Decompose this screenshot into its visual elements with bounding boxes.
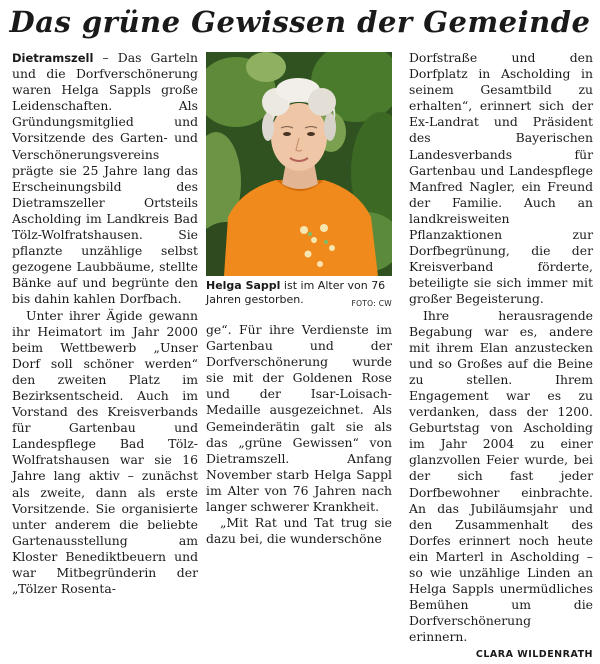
dateline: Dietramszell [12, 51, 94, 65]
author-byline: CLARA WILDENRATH [475, 649, 593, 661]
article-paragraph [12, 50, 198, 308]
article-column-3 [409, 50, 593, 664]
caption-name: Helga Sappl [206, 279, 281, 292]
article-paragraph: ge“. Für ihre Verdienste im Gartenbau und der Dorfverschönerung wurde sie mit der Goldenen Rose und der Isar-Loisach-Medaille ausgezeichnet. Als Gemeinderätin galt sie als das „grüne Gewissen“ von Dietramszell. Anfang November starb Helga Sappl im Alter von 76 Jahren nach langer schwerer Krankheit. [206, 322, 392, 515]
article-paragraph: „Mit Rat und Tat trug sie dazu bei, die wunderschöne [206, 515, 392, 547]
article-paragraph [409, 307, 593, 661]
portrait-illustration [206, 52, 392, 276]
portrait-photo [206, 52, 392, 276]
photo-caption [206, 279, 392, 311]
paragraph-text: Ihre herausragende Begabung war es, andere mit ihrem Elan anzustecken und so Großes auf die Beine zu stellen. Ihrem Engagement war es zu verdanken, dass der 1200. Geburtstag von Ascholding im Jahr 2004 zu einer glanzvollen Feier wurde, bei der sich fast jeder Dorfbewohner einbrachte. An das Jubiläumsjahr und den Zusammenhalt des Dorfes erinnert noch heute ein Marterl in Ascholding – so wie unzählige Linden an Helga Sappls unermüdliches Bemühen um die Dorfverschönerung erinnern. [409, 307, 593, 645]
article-column-2 [206, 322, 392, 547]
photo-credit: FOTO: CW [351, 299, 392, 308]
paragraph-text: – Das Garteln und die Dorfverschönerung waren Helga Sappls große Leidenschaften. Als Gründungsmitglied und Vorsitzende des Garten- und Verschönerungsvereins prägte sie 25 Jahre lang das Erscheinungsbild des Dietramszeller Ortsteils Ascholding im Landkreis Bad Tölz-Wolfratshausen. Sie pflanzte unzählige selbst gezogene Laubbäume, stellte Bänke auf und begrünte den bis dahin kahlen Dorfbach. [12, 50, 198, 307]
article-headline: Das grüne Gewissen der Gemeinde [9, 5, 591, 39]
article-paragraph: Unter ihrer Ägide gewann ihr Heimatort im Jahr 2000 beim Wettbewerb „Unser Dorf soll schöner werden“ den zweiten Platz im Bezirksentscheid. Auch im Vorstand des Kreisverbands für Gartenbau und Landespflege Bad Tölz-Wolfratshausen war sie 16 Jahre lang aktiv – zunächst als zweite, dann als erste Vorsitzende. Sie organisierte unter anderem die beliebte Gartenausstellung am Kloster Benediktbeuern und war Mitbegründerin der „Tölzer Rosenta- [12, 307, 198, 597]
article-paragraph: Dorfstraße und den Dorfplatz in Ascholding in seinem Gesamtbild zu erhalten“, erinnert sich der Ex-Landrat und Präsident des Bayerischen Landesverbands für Gartenbau und Landespflege Manfred Nagler, ein Freund der Familie. Auch an landkreisweiten Pflanzaktionen zur Dorfbegrünung, die der Kreisverband förderte, beteiligte sie sich immer mit großer Begeisterung. [409, 50, 593, 307]
caption-text: ist im Alter von 76 Jahren gestorben. [206, 279, 386, 306]
article-column-1 [12, 50, 198, 597]
